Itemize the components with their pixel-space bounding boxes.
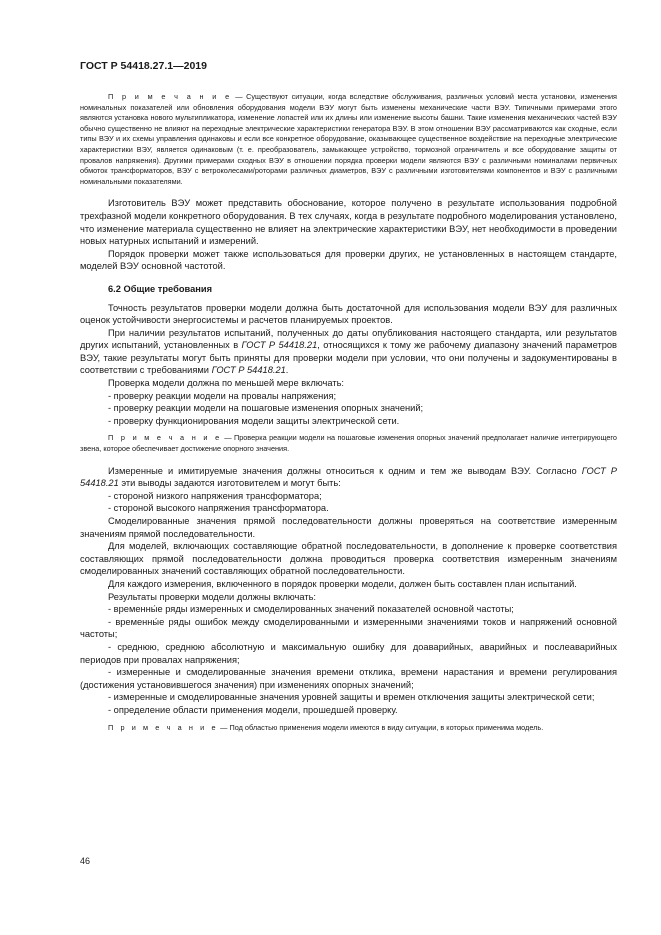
standard-reference: ГОСТ Р 54418.21: [80, 465, 617, 489]
paragraph: Изготовитель ВЭУ может представить обоснование, которое получено в результате использования подробной трехфазной модели конкретного оборудования. В тех случаях, когда в результате подробного моделирования установлено, что изменение материала существенно не влияет на электрические характеристики ВЭУ, нет необходимости в проведении новых натурных испытаний и измерений.: [80, 198, 617, 247]
list-item: - временны́е ряды измеренных и смоделированных значений показателей основной частоты;: [108, 604, 514, 615]
text-span: При наличии результатов испытаний, полученных до даты опубликования настоящего стандарта, или результатов других испытаний, установленных в: [80, 327, 617, 351]
note-2: [80, 433, 617, 454]
list-item: - среднюю, среднюю абсолютную и максимальную ошибку для доаварийных, аварийных и послеаварийных периодов при провалах напряжения;: [80, 641, 617, 665]
text-span: .: [285, 365, 289, 376]
note-1: [80, 92, 617, 187]
document-body: [80, 92, 617, 733]
note-3: [80, 723, 617, 734]
list-item: - временны́е ряды ошибок между смоделированными и измеренными значениями токов и напряжений основной частоты;: [80, 616, 617, 640]
paragraph: [80, 327, 617, 377]
paragraph: Результаты проверки модели должны включать:: [108, 591, 317, 602]
paragraph: Проверка модели должна по меньшей мере включать:: [108, 378, 345, 389]
section-heading: 6.2 Общие требования: [108, 283, 213, 294]
list-item: - проверку реакции модели на пошаговые изменения опорных значений;: [108, 403, 424, 414]
paragraph: Для каждого измерения, включенного в порядок проверки модели, должен быть составлен план испытаний.: [108, 578, 577, 589]
paragraph: Для моделей, включающих составляющие обратной последовательности, в дополнение к проверке соответствия составляющих прямой последовательности должна проводиться проверка соответствия измеренным значениям смоделированных значений составляющих обратной последовательности.: [80, 541, 617, 577]
list-item: - проверку реакции модели на провалы напряжения;: [108, 390, 337, 401]
text-span: , относящихся к тому же рабочему диапазону значений параметров ВЭУ, такие результаты могут быть приняты для проверки модели при условии, что они получены и задокументированы в соответствии с требованиями: [80, 340, 618, 376]
list-item: - стороной высокого напряжения трансформатора.: [108, 503, 329, 514]
list-item: - определение области применения модели, прошедшей проверку.: [108, 704, 398, 715]
note-label: П р и м е ч а н и е: [108, 92, 232, 101]
note-label: П р и м е ч а н и е: [108, 722, 219, 732]
text-span: Измеренные и имитируемые значения должны относиться к одним и тем же выводам ВЭУ. Согласно: [108, 465, 582, 476]
paragraph: Точность результатов проверки модели должна быть достаточной для использования модели ВЭУ для различных оценок устойчивости энергосистемы и расчетов планируемых проектов.: [80, 302, 617, 326]
paragraph: Порядок проверки может также использоваться для проверки других, не установленных в настоящем стандарте, моделей ВЭУ основной частотой.: [80, 248, 617, 272]
note-2-text: — Проверка реакции модели на пошаговые изменения опорных значений предполагает наличие интегрирующего звена, которое обеспечивает достижение опорного значения.: [80, 433, 617, 454]
note-1-text: — Существуют ситуации, когда вследствие обслуживания, различных условий места установки, изменения номинальных показателей или обновления оборудования модели ВЭУ могут быть изменены механические части ВЭУ. Типичными примерами этого являются установка нового мультипликатора, изменение лопастей или их длины или изменение высоты башни. Такие изменения механических частей ВЭУ обычно существенно не влияют на переходные электрические характеристики генератора ВЭУ. В этом отношении ВЭУ рассматриваются как сходные, если типы ВЭУ и их схемы управления одинаковы и если все конкретное оборудование, оказывающее существенное воздействие на переходные электрические характеристики ВЭУ, является одинаковым (т. е. преобразователь, замыкающее устройство, тормозной ограничитель и все оборудование защиты от провалов напряжения). Другими примерами сходных ВЭУ в отношении порядка проверки модели являются ВЭУ с различными номиналами первичных обмоток трансформаторов, ВЭУ с ветроколесами/роторами различных диаметров, ВЭУ с различными изготовителями компонентов и ВЭУ с различными номинальными показателями.: [80, 92, 618, 186]
list-item: - проверку функционирования модели защиты электрической сети.: [108, 415, 400, 426]
paragraph: [80, 465, 617, 490]
list-item: - стороной низкого напряжения трансформатора;: [108, 490, 322, 501]
list-item: - измеренные и смоделированные значения времени отклика, времени нарастания и времени регулирования (достижения установившегося значения) при изменениях опорных значений;: [80, 667, 617, 690]
document-code-header: ГОСТ Р 54418.27.1—2019: [80, 60, 207, 72]
note-label: П р и м е ч а н и е: [108, 433, 222, 443]
standard-reference: ГОСТ Р 54418.21: [211, 365, 286, 376]
paragraph: Смоделированные значения прямой последовательности должны проверяться на соответствие измеренным значениям прямой последовательности.: [80, 516, 617, 539]
list-item: - измеренные и смоделированные значения уровней защиты и времен отключения защиты электрической сети;: [108, 692, 595, 703]
standard-reference: ГОСТ Р 54418.21: [241, 340, 318, 351]
text-span: эти выводы задаются изготовителем и могут быть:: [118, 478, 341, 489]
note-3-text: — Под областью применения модели имеются в виду ситуации, в которых применима модель.: [220, 722, 544, 732]
page-number: 46: [80, 856, 91, 866]
